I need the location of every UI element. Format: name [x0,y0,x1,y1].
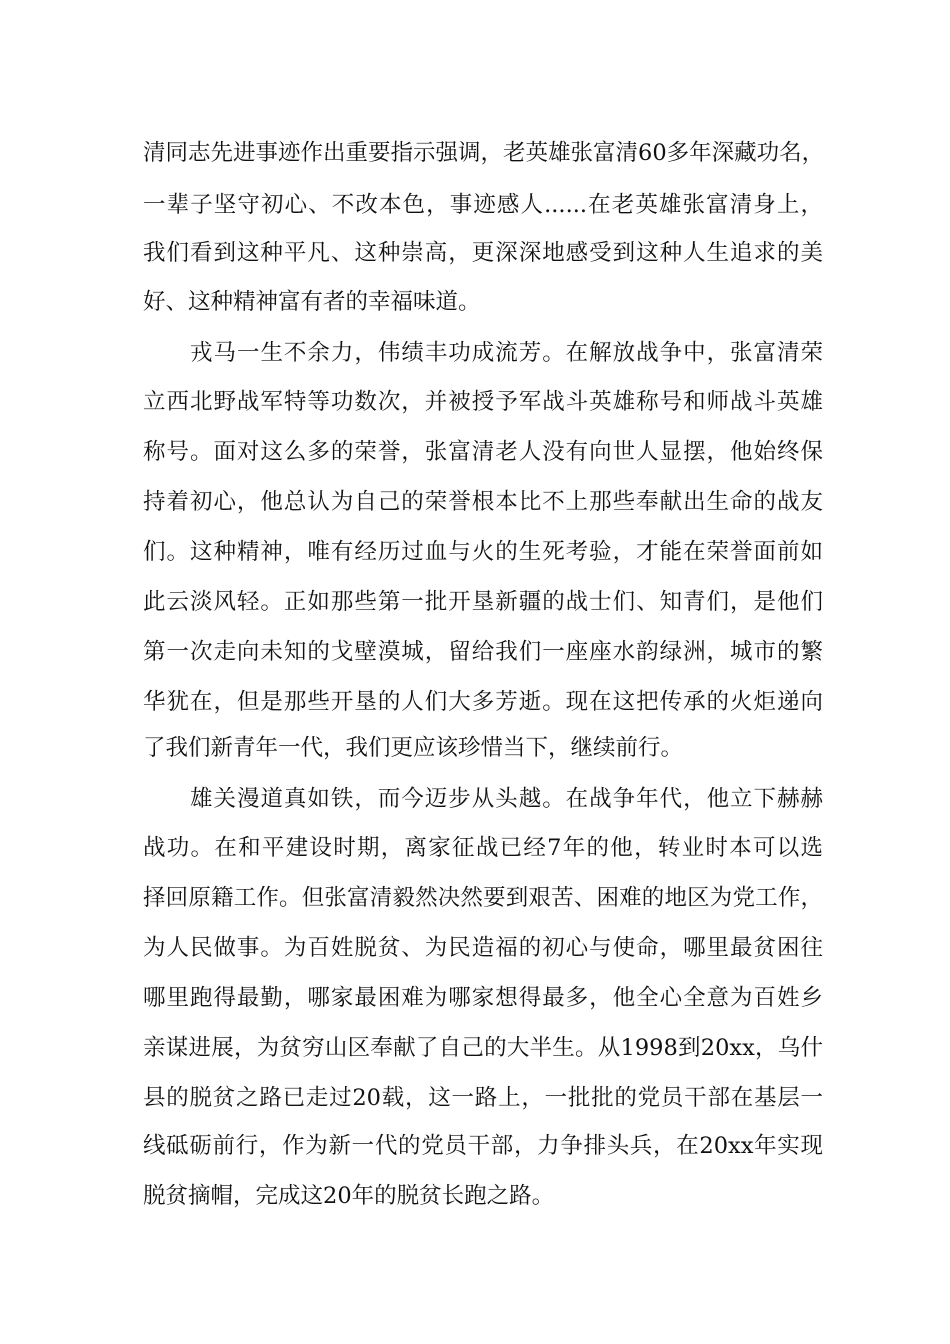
paragraph-3-line-4: 为人民做事。为百姓脱贫、为民造福的初心与使命，哪里最贫困往 [143,935,823,961]
paragraph-2-line-2: 立西北野战军特等功数次，并被授予军战斗英雄称号和师战斗英雄 [143,389,823,415]
paragraph-1-line-3: 我们看到这种平凡、这种崇高，更深深地感受到这种人生追求的美 [143,240,823,266]
paragraph-3-line-2: 战功。在和平建设时期，离家征战已经7年的他，转业时本可以选 [143,835,823,861]
paragraph-3-line-1: 雄关漫道真如铁，而今迈步从头越。在战争年代，他立下赫赫 [190,786,823,812]
paragraph-2-line-7: 第一次走向未知的戈壁漠城，留给我们一座座水韵绿洲，城市的繁 [143,639,823,665]
paragraph-3-line-7: 县的脱贫之路已走过20载，这一路上，一批批的党员干部在基层一 [143,1085,823,1111]
paragraph-3-line-5: 哪里跑得最勤，哪家最困难为哪家想得最多，他全心全意为百姓乡 [143,985,823,1011]
paragraph-3-line-8: 线砥砺前行，作为新一代的党员干部，力争排头兵，在20xx年实现 [143,1133,823,1159]
paragraph-2-line-8: 华犹在，但是那些开垦的人们大多芳逝。现在这把传承的火炬递向 [143,689,823,715]
paragraph-2-line-3: 称号。面对这么多的荣誉，张富清老人没有向世人显摆，他始终保 [143,439,823,465]
paragraph-2-line-6: 此云淡风轻。正如那些第一批开垦新疆的战士们、知青们，是他们 [143,589,823,615]
paragraph-3-line-9: 脱贫摘帽，完成这20年的脱贫长跑之路。 [143,1183,555,1209]
paragraph-2-line-5: 们。这种精神，唯有经历过血与火的生死考验，才能在荣誉面前如 [143,539,823,565]
paragraph-1-line-2: 一辈子坚守初心、不改本色，事迹感人......在老英雄张富清身上， [143,192,823,218]
paragraph-1-line-4: 好、这种精神富有者的幸福味道。 [143,289,481,315]
paragraph-3-line-3: 择回原籍工作。但张富清毅然决然要到艰苦、困难的地区为党工作， [143,885,823,911]
paragraph-2-line-4: 持着初心，他总认为自己的荣誉根本比不上那些奉献出生命的战友 [143,489,823,515]
paragraph-2-line-9: 了我们新青年一代，我们更应该珍惜当下，继续前行。 [143,735,684,761]
paragraph-2-line-1: 戎马一生不余力，伟绩丰功成流芳。在解放战争中，张富清荣 [190,340,823,366]
paragraph-3-line-6: 亲谋进展，为贫穷山区奉献了自己的大半生。从1998到20xx，乌什 [143,1035,823,1061]
paragraph-1-line-1: 清同志先进事迹作出重要指示强调，老英雄张富清60多年深藏功名， [143,140,825,166]
